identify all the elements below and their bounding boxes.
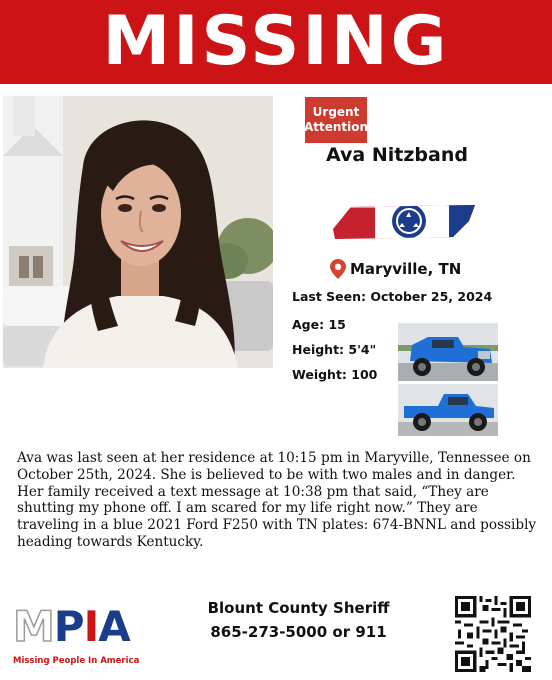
height-value: Height: 5'4" (292, 342, 377, 357)
location-text: Maryville, TN (350, 260, 462, 278)
contact-agency: Blount County Sheriff (207, 599, 390, 617)
missing-description: Ava was last seen at her residence at 10:15 pm in Maryville, Tennessee on October 25th, 2024. She is believed to be with two males and in danger. Her family received a text message at 10:38 pm that said, “They are shutting my phone off. I am scared for my life right now.” They are traveling in a blue 2021 Ford F250 with TN plates: 674-BNNL and possibly heading towards Kentucky. (17, 450, 537, 550)
weight-value: Weight: 100 (292, 367, 378, 382)
logo-letter-a: A (98, 602, 130, 651)
contact-phone: 865-273-5000 or 911 (210, 623, 387, 641)
logo-letter-p: P (53, 602, 84, 651)
logo-tagline: Missing People In America (13, 656, 140, 666)
tennessee-flag-state-graphic (333, 203, 475, 243)
truck-photo-front (398, 323, 498, 381)
logo-letter-i: I (83, 602, 99, 651)
badge-line-1: Urgent (312, 105, 360, 119)
qr-code-icon[interactable] (455, 596, 531, 672)
missing-person-photo (3, 96, 273, 368)
badge-line-2: Attention (303, 120, 369, 134)
last-seen-date: Last Seen: October 25, 2024 (292, 289, 493, 304)
mpia-logo-letters (13, 602, 130, 651)
banner-title: MISSING (102, 2, 450, 81)
tennessee-state-icon (333, 203, 475, 239)
blue-truck-side-image (398, 384, 498, 436)
portrait-image (3, 96, 273, 368)
missing-banner (0, 0, 552, 84)
location-line (330, 259, 461, 279)
truck-photo-side (398, 384, 498, 436)
logo-letter-m: M (13, 602, 54, 651)
contact-info (196, 596, 401, 644)
urgent-attention-badge (305, 97, 367, 143)
qr-code-graphic (455, 596, 531, 672)
person-name: Ava Nitzband (326, 144, 468, 166)
age-value: Age: 15 (292, 317, 346, 332)
blue-truck-image (398, 323, 498, 381)
map-pin-icon (330, 259, 346, 279)
mpia-logo (13, 602, 163, 668)
